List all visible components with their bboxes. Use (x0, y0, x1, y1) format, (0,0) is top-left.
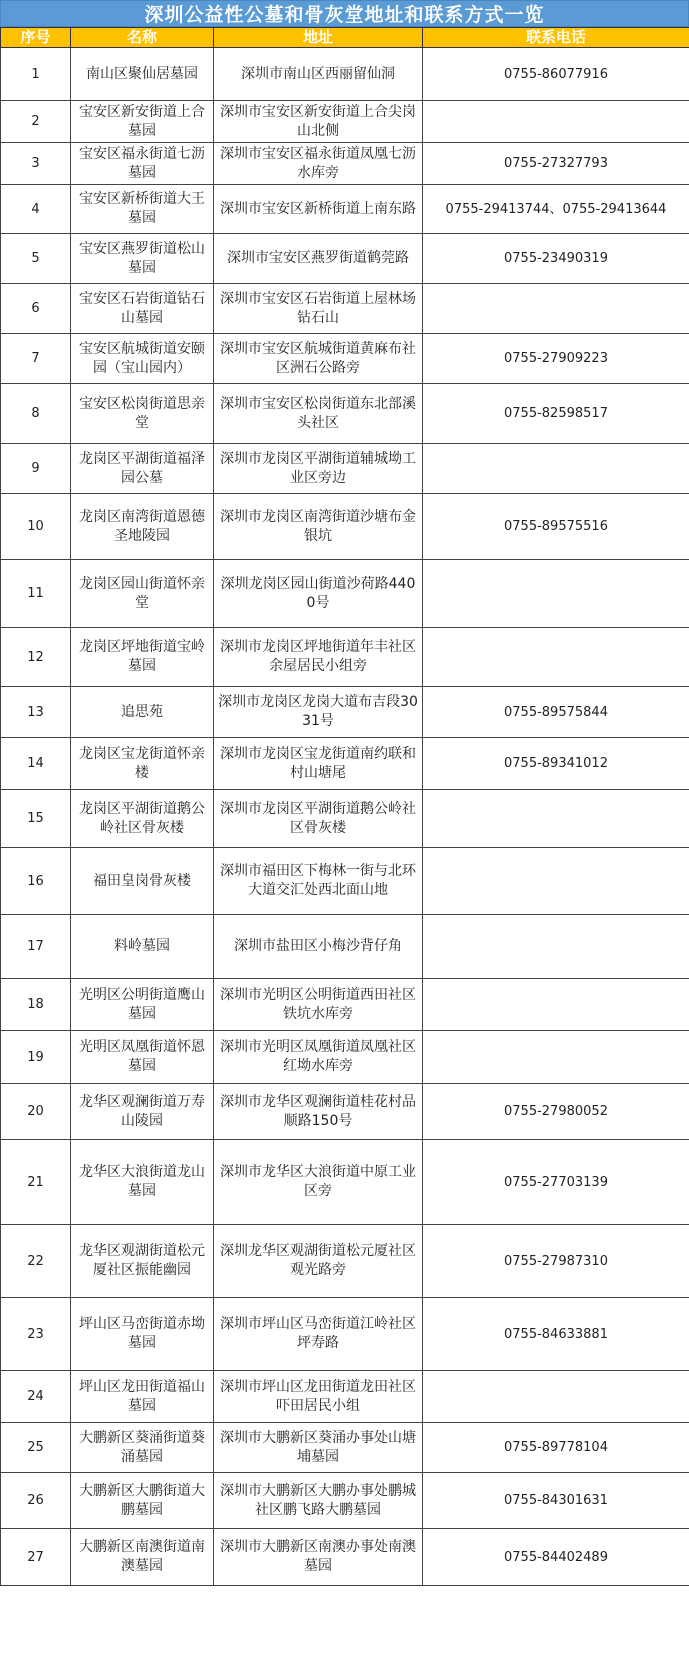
cemetery-address: 深圳市大鹏新区南澳办事处南澳墓园 (214, 1529, 423, 1586)
row-number: 23 (1, 1298, 71, 1371)
header-name: 名称 (71, 28, 214, 48)
cemetery-name: 坪山区马峦街道赤坳墓园 (71, 1298, 214, 1371)
table-row (1, 915, 689, 979)
cemetery-address: 深圳市宝安区新安街道上合尖岗山北侧 (214, 101, 423, 143)
table-row (1, 790, 689, 848)
row-number: 17 (1, 915, 71, 979)
cemetery-name: 光明区凤凰街道怀恩墓园 (71, 1031, 214, 1084)
row-number: 5 (1, 234, 71, 284)
row-number: 18 (1, 979, 71, 1031)
cemetery-name: 大鹏新区葵涌街道葵涌墓园 (71, 1423, 214, 1473)
cemetery-name: 光明区公明街道鹰山墓园 (71, 979, 214, 1031)
cemetery-address: 深圳市宝安区新桥街道上南东路 (214, 185, 423, 234)
row-number: 6 (1, 284, 71, 334)
cemetery-name: 龙岗区南湾街道恩德圣地陵园 (71, 494, 214, 560)
contact-phone: 0755-23490319 (423, 234, 689, 284)
row-number: 14 (1, 738, 71, 790)
table-row (1, 1031, 689, 1084)
cemetery-address: 深圳市宝安区福永街道凤凰七沥水库旁 (214, 143, 423, 185)
contact-phone (423, 848, 689, 915)
cemetery-address: 深圳市龙华区大浪街道中原工业区旁 (214, 1140, 423, 1225)
contact-phone (423, 628, 689, 687)
cemetery-address: 深圳市龙岗区南湾街道沙塘布金银坑 (214, 494, 423, 560)
cemetery-address: 深圳市福田区下梅林一街与北环大道交汇处西北面山地 (214, 848, 423, 915)
row-number: 2 (1, 101, 71, 143)
table-row (1, 687, 689, 738)
contact-phone: 0755-82598517 (423, 384, 689, 444)
contact-phone (423, 1031, 689, 1084)
table-row (1, 1423, 689, 1473)
cemetery-name: 龙岗区宝龙街道怀亲楼 (71, 738, 214, 790)
row-number: 21 (1, 1140, 71, 1225)
contact-phone: 0755-27327793 (423, 143, 689, 185)
row-number: 25 (1, 1423, 71, 1473)
table-row (1, 334, 689, 384)
table-row (1, 1473, 689, 1529)
header-address: 地址 (214, 28, 423, 48)
cemetery-address: 深圳市光明区公明街道西田社区铁坑水库旁 (214, 979, 423, 1031)
table-row (1, 444, 689, 494)
cemetery-name: 宝安区石岩街道钻石山墓园 (71, 284, 214, 334)
cemetery-address: 深圳市龙岗区坪地街道年丰社区余屋居民小组旁 (214, 628, 423, 687)
header-phone: 联系电话 (423, 28, 689, 48)
contact-phone: 0755-84402489 (423, 1529, 689, 1586)
table-row (1, 284, 689, 334)
table-row (1, 494, 689, 560)
table-row (1, 560, 689, 628)
row-number: 24 (1, 1371, 71, 1423)
cemetery-address: 深圳市龙岗区宝龙街道南约联和村山塘尾 (214, 738, 423, 790)
contact-phone (423, 284, 689, 334)
cemetery-address: 深圳市龙岗区龙岗大道布吉段3031号 (214, 687, 423, 738)
cemetery-name: 宝安区新桥街道大王墓园 (71, 185, 214, 234)
cemetery-name: 宝安区松岗街道思亲堂 (71, 384, 214, 444)
cemetery-address: 深圳龙华区观湖街道松元厦社区观光路旁 (214, 1225, 423, 1298)
cemetery-address: 深圳市宝安区石岩街道上屋林场钻石山 (214, 284, 423, 334)
contact-phone: 0755-27909223 (423, 334, 689, 384)
cemetery-name: 龙岗区平湖街道福泽园公墓 (71, 444, 214, 494)
header-row (1, 28, 689, 48)
cemetery-address: 深圳市大鹏新区葵涌办事处山塘埔墓园 (214, 1423, 423, 1473)
cemetery-name: 追思苑 (71, 687, 214, 738)
row-number: 13 (1, 687, 71, 738)
row-number: 9 (1, 444, 71, 494)
cemetery-address: 深圳龙岗区园山街道沙荷路4400号 (214, 560, 423, 628)
contact-phone: 0755-27987310 (423, 1225, 689, 1298)
cemetery-name: 南山区聚仙居墓园 (71, 48, 214, 101)
header-number: 序号 (1, 28, 71, 48)
cemetery-name: 宝安区燕罗街道松山墓园 (71, 234, 214, 284)
cemetery-table (0, 27, 689, 1586)
row-number: 22 (1, 1225, 71, 1298)
row-number: 19 (1, 1031, 71, 1084)
table-row (1, 628, 689, 687)
row-number: 27 (1, 1529, 71, 1586)
contact-phone (423, 560, 689, 628)
table-row (1, 234, 689, 284)
cemetery-address: 深圳市龙华区观澜街道桂花村品顺路150号 (214, 1084, 423, 1140)
cemetery-address: 深圳市坪山区龙田街道龙田社区吓田居民小组 (214, 1371, 423, 1423)
table-row (1, 1298, 689, 1371)
row-number: 11 (1, 560, 71, 628)
row-number: 15 (1, 790, 71, 848)
table-row (1, 384, 689, 444)
row-number: 4 (1, 185, 71, 234)
cemetery-name: 龙岗区平湖街道鹅公岭社区骨灰楼 (71, 790, 214, 848)
contact-phone: 0755-84301631 (423, 1473, 689, 1529)
contact-phone (423, 790, 689, 848)
cemetery-address: 深圳市盐田区小梅沙背仔角 (214, 915, 423, 979)
row-number: 1 (1, 48, 71, 101)
row-number: 20 (1, 1084, 71, 1140)
table-row (1, 143, 689, 185)
row-number: 26 (1, 1473, 71, 1529)
cemetery-name: 坪山区龙田街道福山墓园 (71, 1371, 214, 1423)
sheet-title: 深圳公益性公墓和骨灰堂地址和联系方式一览 (0, 0, 689, 27)
table-row (1, 738, 689, 790)
cemetery-name: 宝安区新安街道上合墓园 (71, 101, 214, 143)
cemetery-name: 宝安区航城街道安颐园（宝山园内） (71, 334, 214, 384)
cemetery-name: 大鹏新区南澳街道南澳墓园 (71, 1529, 214, 1586)
contact-phone: 0755-29413744、0755-29413644 (423, 185, 689, 234)
contact-phone: 0755-84633881 (423, 1298, 689, 1371)
cemetery-address: 深圳市南山区西丽留仙洞 (214, 48, 423, 101)
table-row (1, 1084, 689, 1140)
cemetery-name: 龙华区观湖街道松元厦社区振能幽园 (71, 1225, 214, 1298)
table-row (1, 1225, 689, 1298)
cemetery-address: 深圳市龙岗区平湖街道鹅公岭社区骨灰楼 (214, 790, 423, 848)
table-row (1, 185, 689, 234)
cemetery-name: 龙华区观澜街道万寿山陵园 (71, 1084, 214, 1140)
cemetery-name: 福田皇岗骨灰楼 (71, 848, 214, 915)
row-number: 12 (1, 628, 71, 687)
cemetery-name: 料岭墓园 (71, 915, 214, 979)
cemetery-address: 深圳市坪山区马峦街道江岭社区坪寿路 (214, 1298, 423, 1371)
contact-phone: 0755-27980052 (423, 1084, 689, 1140)
contact-phone (423, 101, 689, 143)
contact-phone (423, 915, 689, 979)
cemetery-name: 龙华区大浪街道龙山墓园 (71, 1140, 214, 1225)
contact-phone: 0755-89575844 (423, 687, 689, 738)
table-row (1, 979, 689, 1031)
row-number: 3 (1, 143, 71, 185)
contact-phone: 0755-89778104 (423, 1423, 689, 1473)
cemetery-address: 深圳市光明区凤凰街道凤凰社区红坳水库旁 (214, 1031, 423, 1084)
cemetery-address: 深圳市宝安区燕罗街道鹤莞路 (214, 234, 423, 284)
cemetery-name: 龙岗区坪地街道宝岭墓园 (71, 628, 214, 687)
table-row (1, 1529, 689, 1586)
cemetery-address: 深圳市宝安区航城街道黄麻布社区洲石公路旁 (214, 334, 423, 384)
cemetery-address: 深圳市龙岗区平湖街道辅城坳工业区旁边 (214, 444, 423, 494)
contact-phone (423, 444, 689, 494)
table-row (1, 101, 689, 143)
row-number: 8 (1, 384, 71, 444)
table-row (1, 1371, 689, 1423)
table-body (1, 48, 689, 1586)
row-number: 16 (1, 848, 71, 915)
contact-phone (423, 1371, 689, 1423)
cemetery-name: 龙岗区园山街道怀亲堂 (71, 560, 214, 628)
table-row (1, 848, 689, 915)
cemetery-name: 宝安区福永街道七沥墓园 (71, 143, 214, 185)
row-number: 10 (1, 494, 71, 560)
row-number: 7 (1, 334, 71, 384)
contact-phone: 0755-86077916 (423, 48, 689, 101)
contact-phone: 0755-27703139 (423, 1140, 689, 1225)
contact-phone: 0755-89341012 (423, 738, 689, 790)
contact-phone (423, 979, 689, 1031)
table-row (1, 48, 689, 101)
contact-phone: 0755-89575516 (423, 494, 689, 560)
cemetery-address: 深圳市大鹏新区大鹏办事处鹏城社区鹏飞路大鹏墓园 (214, 1473, 423, 1529)
table-row (1, 1140, 689, 1225)
cemetery-address: 深圳市宝安区松岗街道东北部溪头社区 (214, 384, 423, 444)
cemetery-name: 大鹏新区大鹏街道大鹏墓园 (71, 1473, 214, 1529)
